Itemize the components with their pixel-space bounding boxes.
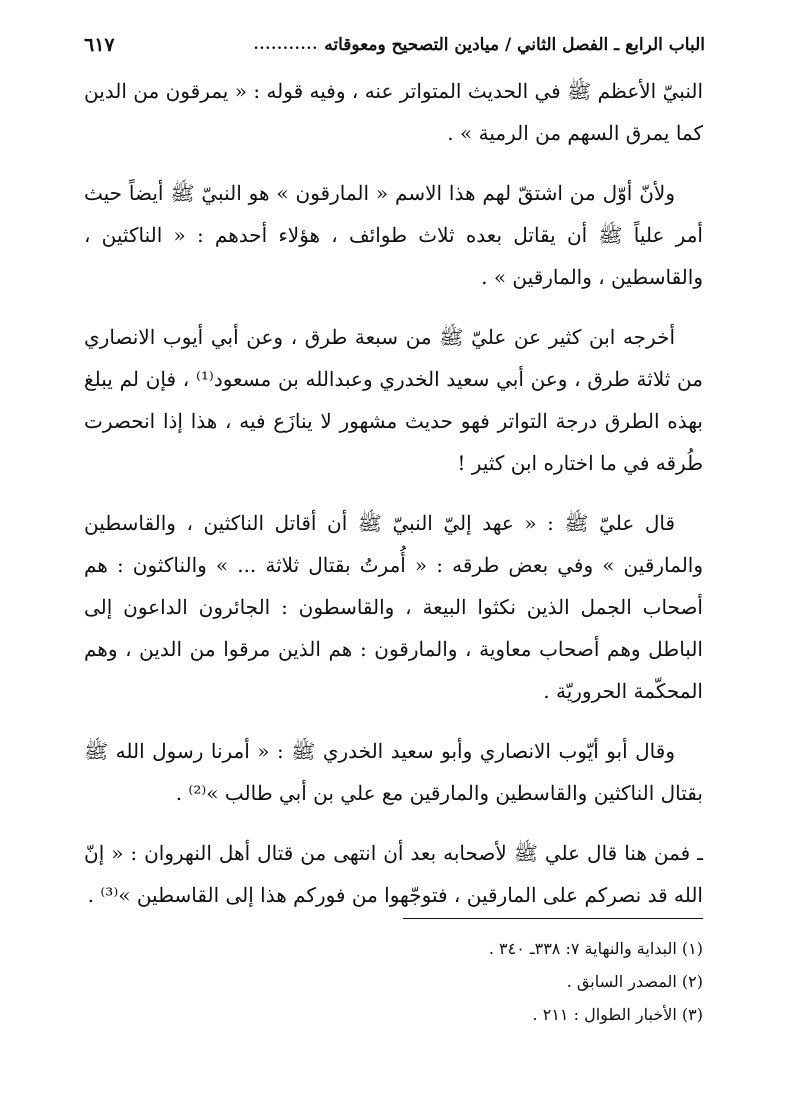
paragraph: وقال أبو أيّوب الانصاري وأبو سعيد الخدري ﷺ : « أمرنا رسول الله ﷺ بقتال الناكثين والقاسطين والمارقين مع علي بن أبي طالب »⁽²⁾ . bbox=[84, 739, 703, 805]
footnotes bbox=[84, 932, 703, 1031]
paragraph: أخرجه ابن كثير عن عليّ ﷺ من سبعة طرق ، وعن أبي أيوب الانصاري من ثلاثة طرق ، وعن أبي سعيد الخدري وعبدالله بن مسعود⁽¹⁾ ، فإن لم يبلغ بهذه الطرق درجة التواتر فهو حديث مشهور لا ينازَع فيه ، هذا إذا انحصرت طُرقه في ما اختاره ابن كثير ! bbox=[84, 325, 703, 475]
footnote: (٣) الأخبار الطوال : ٢١١ . bbox=[532, 1005, 703, 1024]
footnote: (١) البداية والنهاية ٧: ٣٣٨ـ ٣٤٠ . bbox=[488, 939, 703, 958]
paragraph: ولأنّ أوّل من اشتقّ لهم هذا الاسم « المارقون » هو النبيّ ﷺ أيضاً حيث أمر علياً ﷺ أن يقاتل بعده ثلاث طوائف ، هؤلاء أحدهم : « الناكثين ، والقاسطين ، والمارقين » . bbox=[84, 181, 703, 289]
running-header bbox=[84, 28, 705, 62]
header-leader-dots: ........... bbox=[253, 37, 319, 53]
chapter-title: الباب الرابع ـ الفصل الثاني / ميادين التصحيح ومعوقاته bbox=[324, 35, 705, 55]
footnote-separator bbox=[403, 918, 703, 919]
footnote: (٢) المصدر السابق . bbox=[566, 972, 703, 991]
paragraph: النبيّ الأعظم ﷺ في الحديث المتواتر عنه ، وفيه قوله : « يمرقون من الدين كما يمرق السهم من الرمية » . bbox=[84, 79, 703, 145]
page-number: ٦١٧ bbox=[84, 34, 115, 56]
paragraph: قال عليّ ﷺ : « عهد إليّ النبيّ ﷺ أن أقاتل الناكثين ، والقاسطين والمارقين » وفي بعض طرقه : « أُمرتُ بقتال ثلاثة ... » والناكثون : هم أصحاب الجمل الذين نكثوا البيعة ، والقاسطون : الجائرون الداعون إلى الباطل وهم أصحاب معاوية ، والمارقون : هم الذين مرقوا من الدين ، وهم المحكّمة الحروريّة . bbox=[84, 511, 703, 703]
main-text bbox=[84, 70, 703, 934]
paragraph: ـ فمن هنا قال علي ﷺ لأصحابه بعد أن انتهى من قتال أهل النهروان : « إنّ الله قد نصركم على المارقين ، فتوجّهوا من فوركم هذا إلى القاسطين »⁽³⁾ . bbox=[84, 841, 703, 907]
